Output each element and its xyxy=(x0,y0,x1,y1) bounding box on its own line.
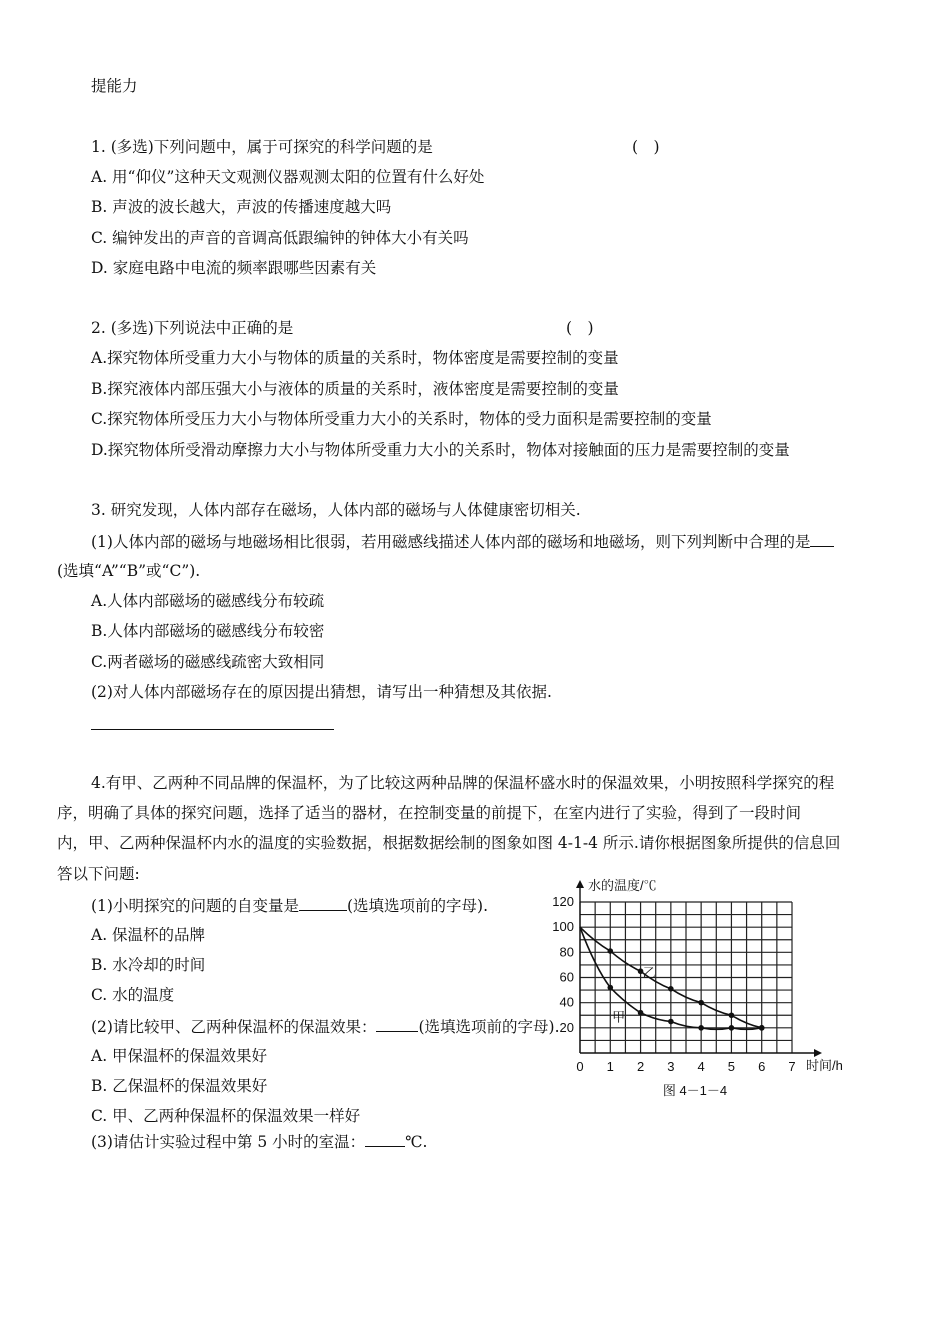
q4-sub2-hint: (选填选项前的字母). xyxy=(418,1018,560,1036)
q4-line3: 内，甲、乙两种保温杯内水的温度的实验数据，根据数据绘制的图象如图 4-1-4 所示.请你根据图象所提供的信息回 xyxy=(57,834,841,852)
q4-sub2 xyxy=(91,1016,560,1037)
q2-option-d: D.探究物体所受滑动摩擦力大小与物体所受重力大小的关系时，物体对接触面的压力是需要控制的变量 xyxy=(91,441,790,459)
x-tick-label: 6 xyxy=(758,1059,766,1074)
data-point xyxy=(729,1012,735,1018)
x-axis-arrow-icon xyxy=(814,1049,822,1057)
q4-sub3 xyxy=(91,1131,427,1152)
temperature-chart xyxy=(548,878,858,1103)
q1-option-d: D. 家庭电路中电流的频率跟哪些因素有关 xyxy=(91,259,377,277)
data-point xyxy=(607,985,613,991)
q4-sub2-option-a: A. 甲保温杯的保温效果好 xyxy=(91,1047,268,1065)
x-tick-label: 2 xyxy=(636,1059,645,1074)
q4-sub1 xyxy=(91,895,488,916)
figure-caption: 图 4－1－4 xyxy=(662,1083,728,1098)
data-point xyxy=(698,1000,704,1006)
q1-stem: 1. (多选)下列问题中，属于可探究的科学问题的是 xyxy=(91,138,433,156)
data-point xyxy=(638,1010,644,1016)
data-point xyxy=(698,1025,704,1031)
series-label: 乙 xyxy=(642,965,656,981)
q4-line1: 4.有甲、乙两种不同品牌的保温杯，为了比较这两种品牌的保温杯盛水时的保温效果，小明按照科学探究的程 xyxy=(91,774,835,792)
section-heading: 提能力 xyxy=(91,77,138,95)
x-tick-label: 3 xyxy=(667,1059,675,1074)
q4-sub3-text: (3)请估计实验过程中第 5 小时的室温： xyxy=(91,1133,366,1151)
q3-part1-text: (1)人体内部的磁场与地磁场相比很弱，若用磁感线描述人体内部的磁场和地磁场，则下列判断中合理的是 xyxy=(91,533,811,551)
q3-part1-line2: (选填“A”“B”或“C”). xyxy=(57,562,201,580)
x-tick-label: 7 xyxy=(788,1059,796,1074)
data-point xyxy=(759,1025,765,1031)
q1-option-c: C. 编钟发出的声音的音调高低跟编钟的钟体大小有关吗 xyxy=(91,229,469,247)
q4-sub2-blank[interactable] xyxy=(376,1016,418,1032)
q3-stem: 3. 研究发现，人体内部存在磁场，人体内部的磁场与人体健康密切相关. xyxy=(91,501,581,519)
q1-answer-paren[interactable]: ( ) xyxy=(632,138,660,156)
q4-sub2-option-c: C. 甲、乙两种保温杯的保温效果一样好 xyxy=(91,1107,361,1125)
q4-line4: 答以下问题: xyxy=(57,865,140,883)
data-point xyxy=(729,1025,735,1031)
y-tick-label: 120 xyxy=(552,894,574,909)
x-tick-label: 4 xyxy=(697,1059,705,1074)
data-point xyxy=(668,986,674,992)
y-axis-arrow-icon xyxy=(576,880,584,888)
q4-sub1-hint: (选填选项前的字母). xyxy=(346,897,488,915)
x-tick-label: 1 xyxy=(606,1059,614,1074)
q4-sub1-option-c: C. 水的温度 xyxy=(91,986,175,1004)
q4-sub1-option-a: A. 保温杯的品牌 xyxy=(91,926,206,944)
y-tick-label: 100 xyxy=(552,919,574,935)
y-tick-label: 60 xyxy=(559,969,574,985)
q4-line2: 序，明确了具体的探究问题，选择了适当的器材，在控制变量的前提下，在室内进行了实验，得到了一段时间 xyxy=(57,804,802,822)
q2-answer-paren[interactable]: ( ) xyxy=(566,319,594,337)
q4-sub3-blank[interactable] xyxy=(365,1131,405,1147)
q4-sub1-text: (1)小明探究的问题的自变量是 xyxy=(91,897,299,915)
y-tick-label: 40 xyxy=(559,994,574,1010)
data-point xyxy=(607,948,613,954)
q3-option-b: B.人体内部磁场的磁感线分布较密 xyxy=(91,622,325,640)
q4-sub3-unit: ℃. xyxy=(405,1133,428,1151)
q2-option-c: C.探究物体所受压力大小与物体所受重力大小的关系时，物体的受力面积是需要控制的变量 xyxy=(91,410,712,428)
x-axis-label: 时间/h xyxy=(806,1058,843,1073)
series-label: 甲 xyxy=(612,1009,626,1025)
q4-sub1-option-b: B. 水冷却的时间 xyxy=(91,956,206,974)
q3-part1-line1 xyxy=(91,531,834,552)
q1-option-a: A. 用“仰仪”这种天文观测仪器观测太阳的位置有什么好处 xyxy=(91,168,485,186)
q2-option-b: B.探究液体内部压强大小与液体的质量的关系时，液体密度是需要控制的变量 xyxy=(91,380,619,398)
q1-option-b: B. 声波的波长越大，声波的传播速度越大吗 xyxy=(91,198,392,216)
q3-part1-blank[interactable] xyxy=(810,531,834,547)
q4-sub2-option-b: B. 乙保温杯的保温效果好 xyxy=(91,1077,268,1095)
q3-option-a: A.人体内部磁场的磁感线分布较疏 xyxy=(91,592,325,610)
x-tick-label: 5 xyxy=(727,1059,736,1074)
x-tick-label: 0 xyxy=(576,1059,584,1074)
y-tick-label: 80 xyxy=(559,944,574,960)
y-tick-label: 20 xyxy=(559,1019,574,1035)
q2-stem: 2. (多选)下列说法中正确的是 xyxy=(91,319,294,337)
y-axis-label: 水的温度/℃ xyxy=(588,878,657,893)
q3-answer-line[interactable] xyxy=(91,729,334,730)
q3-option-c: C.两者磁场的磁感线疏密大致相同 xyxy=(91,653,325,671)
q3-part2: (2)对人体内部磁场存在的原因提出猜想，请写出一种猜想及其依据. xyxy=(91,683,552,701)
q4-sub1-blank[interactable] xyxy=(299,895,347,911)
q4-sub2-text: (2)请比较甲、乙两种保温杯的保温效果： xyxy=(91,1018,377,1036)
data-point xyxy=(668,1019,674,1025)
q2-option-a: A.探究物体所受重力大小与物体的质量的关系时，物体密度是需要控制的变量 xyxy=(91,349,619,367)
